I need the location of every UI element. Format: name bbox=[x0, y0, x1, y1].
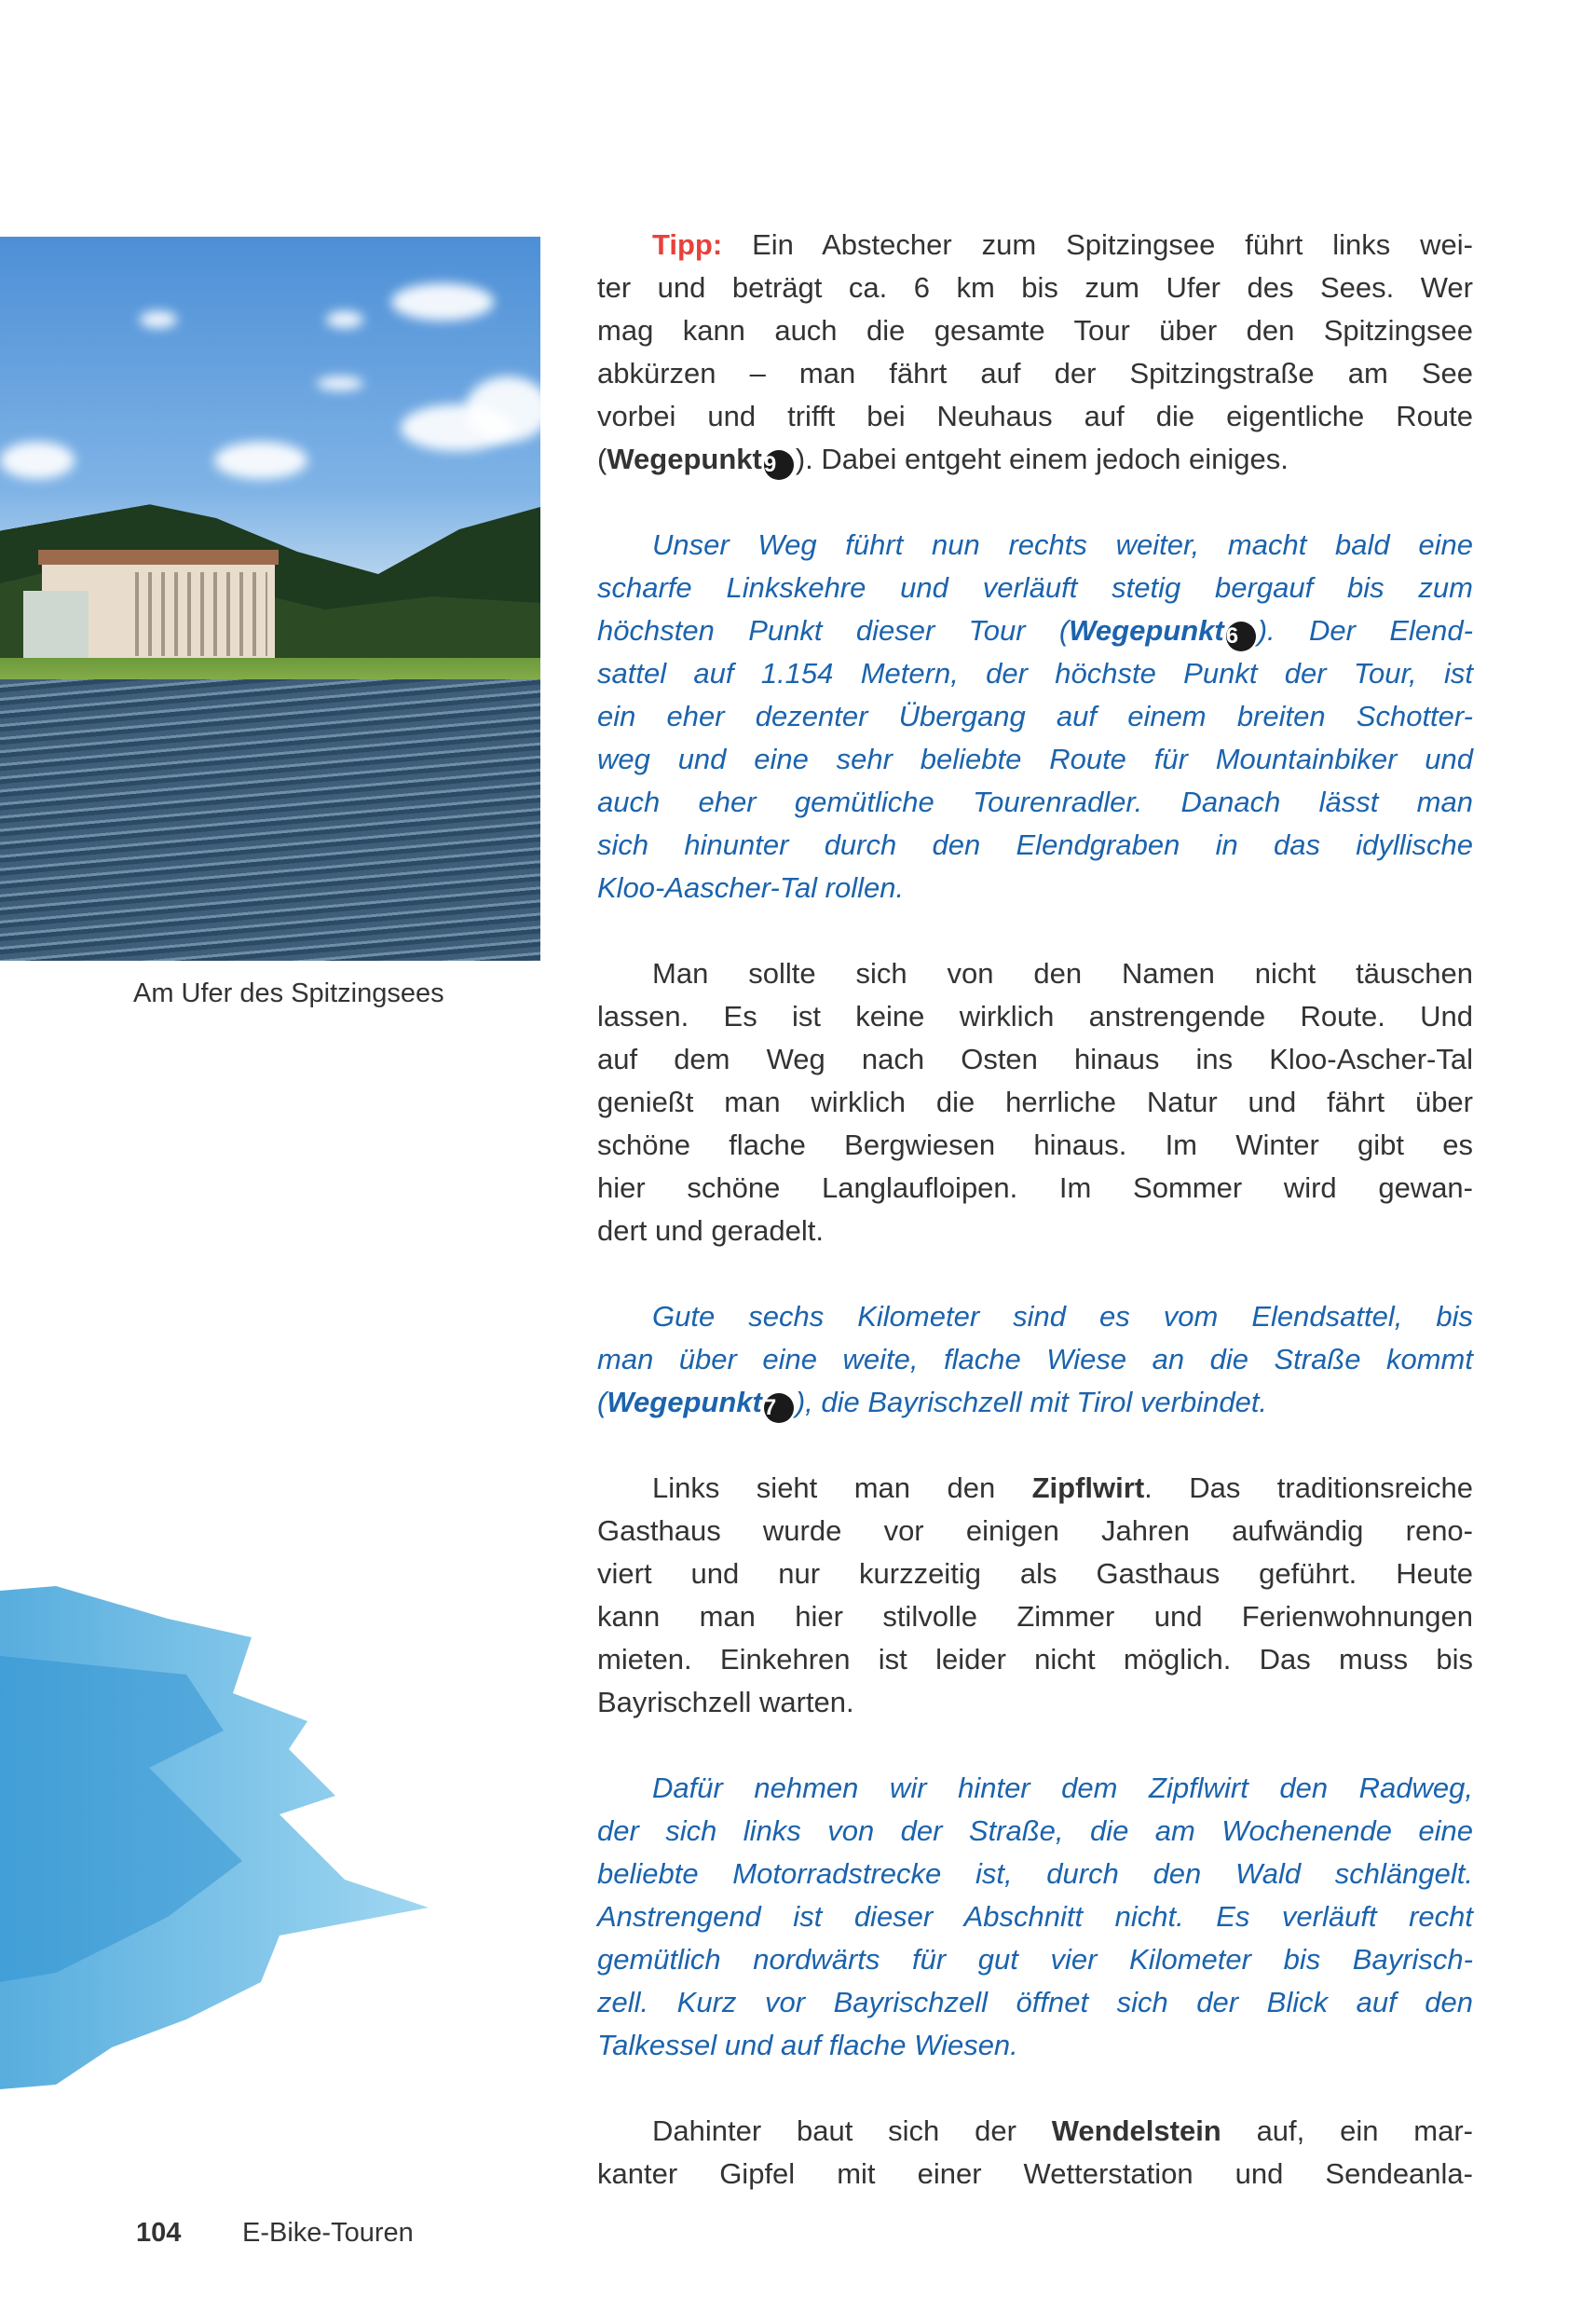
text-line bbox=[597, 2024, 1473, 2067]
text-run: Anstrengend ist dieser Abschnitt nicht. Es verläuft recht bbox=[597, 1900, 1473, 1933]
bold-term: Wegepunkt bbox=[607, 443, 762, 475]
paragraph bbox=[597, 1767, 1473, 2067]
text-line bbox=[597, 1081, 1473, 1124]
text-run: Man sollte sich von den Namen nicht täuschen bbox=[652, 957, 1473, 990]
body-text bbox=[597, 224, 1473, 2238]
text-line bbox=[597, 738, 1473, 781]
page-number: 104 bbox=[136, 2218, 182, 2248]
text-line bbox=[597, 2110, 1473, 2153]
bold-term: Wegepunkt bbox=[1069, 614, 1224, 647]
text-line bbox=[597, 1295, 1473, 1338]
text-run: ter und beträgt ca. 6 km bis zum Ufer des Sees. Wer bbox=[597, 271, 1473, 304]
text-run: auf, ein mar- bbox=[1221, 2114, 1473, 2147]
text-run: höchsten Punkt dieser Tour ( bbox=[597, 614, 1070, 647]
text-run: Gasthaus wurde vor einigen Jahren aufwändig reno- bbox=[597, 1514, 1473, 1547]
text-run: auch eher gemütliche Tourenradler. Danach lässt man bbox=[597, 786, 1473, 818]
text-line bbox=[597, 352, 1473, 395]
paragraph bbox=[597, 2110, 1473, 2196]
text-run: sattel auf 1.154 Metern, der höchste Punkt der Tour, ist bbox=[597, 657, 1473, 690]
text-line bbox=[597, 309, 1473, 352]
text-line bbox=[597, 1767, 1473, 1810]
text-run: hier schöne Langlaufloipen. Im Sommer wird gewan- bbox=[597, 1171, 1473, 1204]
paragraph bbox=[597, 524, 1473, 910]
text-line bbox=[597, 1124, 1473, 1167]
text-run: zell. Kurz vor Bayrischzell öffnet sich der Blick auf den bbox=[597, 1986, 1473, 2018]
text-line bbox=[597, 995, 1473, 1038]
text-run: der sich links von der Straße, die am Wochenende eine bbox=[597, 1814, 1473, 1847]
text-line bbox=[597, 1853, 1473, 1895]
text-line bbox=[597, 1210, 1473, 1252]
text-line bbox=[597, 1810, 1473, 1853]
text-run: vorbei und trifft bei Neuhaus auf die eigentliche Route bbox=[597, 400, 1473, 432]
text-line bbox=[597, 438, 1473, 481]
text-run: mieten. Einkehren ist leider nicht möglich. Das muss bis bbox=[597, 1643, 1473, 1676]
text-run: ( bbox=[597, 1386, 607, 1418]
text-run: auf dem Weg nach Osten hinaus ins Kloo-Ascher-Tal bbox=[597, 1043, 1473, 1075]
text-line bbox=[597, 267, 1473, 309]
text-run: lassen. Es ist keine wirklich anstrengende Route. Und bbox=[597, 1000, 1473, 1033]
text-line bbox=[597, 867, 1473, 910]
text-run: Ein Abstecher zum Spitzingsee führt links wei- bbox=[722, 228, 1473, 261]
text-run: schöne flache Bergwiesen hinaus. Im Winter gibt es bbox=[597, 1129, 1473, 1161]
text-line bbox=[597, 652, 1473, 695]
text-line bbox=[597, 567, 1473, 609]
text-line bbox=[597, 395, 1473, 438]
text-run: sich hinunter durch den Elendgraben in das idyllische bbox=[597, 828, 1473, 861]
text-run: Links sieht man den bbox=[652, 1471, 1032, 1504]
text-line bbox=[597, 1638, 1473, 1681]
text-line bbox=[597, 1938, 1473, 1981]
text-line bbox=[597, 1467, 1473, 1510]
text-run: genießt man wirklich die herrliche Natur und fährt über bbox=[597, 1086, 1473, 1118]
text-line bbox=[597, 224, 1473, 267]
text-line bbox=[597, 1167, 1473, 1210]
tip-label: Tipp: bbox=[652, 228, 723, 261]
waypoint-number-badge: 7 bbox=[764, 1393, 794, 1423]
lake-photo bbox=[0, 237, 540, 961]
text-run: ein eher dezenter Übergang auf einem breiten Schotter- bbox=[597, 700, 1473, 732]
text-line bbox=[597, 1510, 1473, 1553]
text-line bbox=[597, 1681, 1473, 1724]
paragraph bbox=[597, 952, 1473, 1252]
bold-term: Wendelstein bbox=[1051, 2114, 1221, 2147]
paragraph bbox=[597, 224, 1473, 481]
waypoint-number-badge: 6 bbox=[1226, 622, 1256, 651]
text-line bbox=[597, 1595, 1473, 1638]
text-run: gemütlich nordwärts für gut vier Kilometer bis Bayrisch- bbox=[597, 1943, 1473, 1976]
text-run: ). Dabei entgeht einem jedoch einiges. bbox=[795, 443, 1289, 475]
text-line bbox=[597, 695, 1473, 738]
text-run: beliebte Motorradstrecke ist, durch den Wald schlängelt. bbox=[597, 1857, 1473, 1890]
text-line bbox=[597, 1381, 1473, 1424]
bold-term: Wegepunkt bbox=[607, 1386, 762, 1418]
text-run: viert und nur kurzzeitig als Gasthaus geführt. Heute bbox=[597, 1557, 1473, 1590]
paragraph bbox=[597, 1467, 1473, 1724]
text-run: . Das traditionsreiche bbox=[1144, 1471, 1474, 1504]
hotel-building bbox=[42, 563, 275, 665]
text-line bbox=[597, 1038, 1473, 1081]
text-run: ( bbox=[597, 443, 607, 475]
text-line bbox=[597, 609, 1473, 652]
text-run: dert und geradelt. bbox=[597, 1214, 825, 1247]
text-line bbox=[597, 1981, 1473, 2024]
text-run: kanter Gipfel mit einer Wetterstation und Sendeanla- bbox=[597, 2157, 1473, 2190]
paragraph bbox=[597, 1295, 1473, 1424]
text-run: mag kann auch die gesamte Tour über den Spitzingsee bbox=[597, 314, 1473, 347]
running-footer-section: E-Bike-Touren bbox=[242, 2218, 414, 2248]
text-run: abkürzen – man fährt auf der Spitzingstraße am See bbox=[597, 357, 1473, 390]
text-run: scharfe Linkskehre und verläuft stetig bergauf bis zum bbox=[597, 571, 1473, 604]
text-run: kann man hier stilvolle Zimmer und Ferienwohnungen bbox=[597, 1600, 1473, 1633]
text-line bbox=[597, 1338, 1473, 1381]
text-run: weg und eine sehr beliebte Route für Mountainbiker und bbox=[597, 743, 1473, 775]
text-line bbox=[597, 1895, 1473, 1938]
text-line bbox=[597, 781, 1473, 824]
photo-caption: Am Ufer des Spitzingsees bbox=[133, 978, 444, 1008]
text-run: Talkessel und auf flache Wiesen. bbox=[597, 2029, 1018, 2061]
text-run: Dahinter baut sich der bbox=[652, 2114, 1052, 2147]
text-line bbox=[597, 824, 1473, 867]
text-line bbox=[597, 524, 1473, 567]
text-run: man über eine weite, flache Wiese an die Straße kommt bbox=[597, 1343, 1473, 1375]
text-line bbox=[597, 2153, 1473, 2196]
text-run: ). Der Elend- bbox=[1257, 614, 1473, 647]
text-line bbox=[597, 952, 1473, 995]
watercolor-brush-decoration bbox=[0, 1581, 438, 2089]
text-run: ), die Bayrischzell mit Tirol verbindet. bbox=[795, 1386, 1268, 1418]
text-run: Dafür nehmen wir hinter dem Zipflwirt den Radweg, bbox=[652, 1772, 1473, 1804]
text-run: Unser Weg führt nun rechts weiter, macht bald eine bbox=[652, 528, 1473, 561]
text-run: Bayrischzell warten. bbox=[597, 1686, 854, 1718]
text-run: Kloo-Aascher-Tal rollen. bbox=[597, 871, 905, 904]
bold-term: Zipflwirt bbox=[1031, 1471, 1145, 1504]
text-run: Gute sechs Kilometer sind es vom Elendsattel, bis bbox=[652, 1300, 1473, 1333]
waypoint-number-badge: 9 bbox=[764, 450, 794, 480]
text-line bbox=[597, 1553, 1473, 1595]
